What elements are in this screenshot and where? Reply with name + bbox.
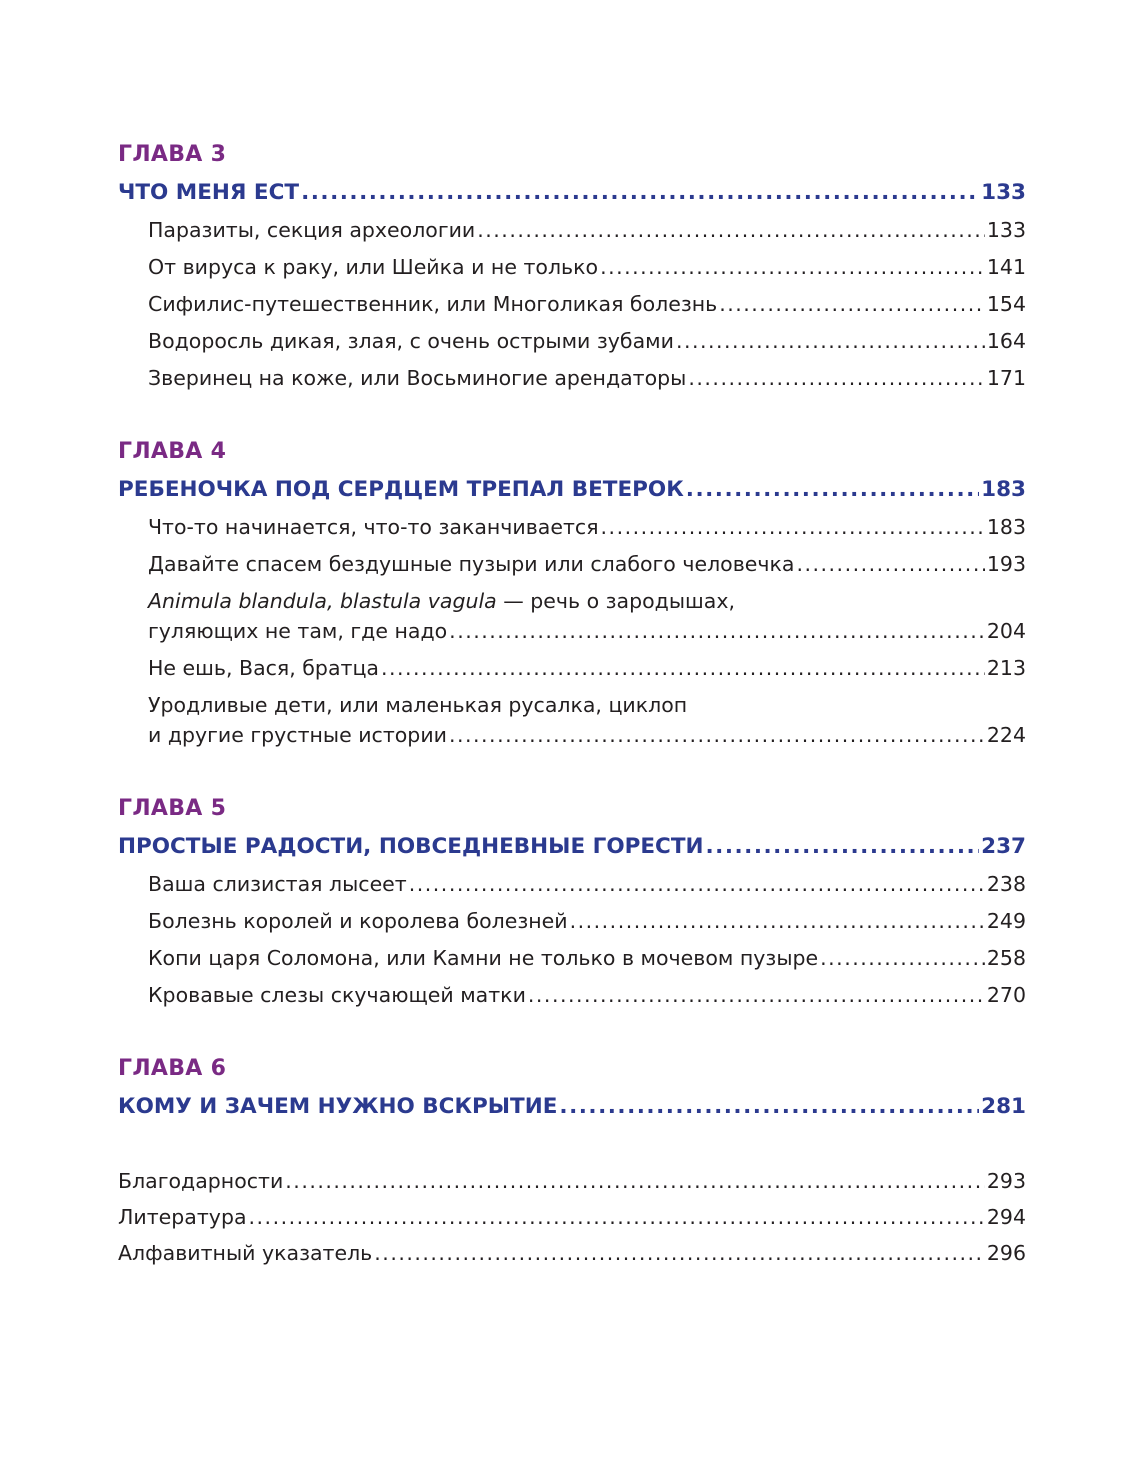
chapter-title-entry[interactable] [118, 178, 1026, 208]
section-title: Сифилис-путешественник, или Многоликая болезнь [148, 292, 718, 316]
toc-entry[interactable] [118, 906, 1026, 936]
section-title-line2-row [148, 720, 1026, 750]
chapter-3 [118, 140, 1026, 393]
chapter-label: ГЛАВА 5 [118, 796, 227, 821]
section-title: Ваша слизистая лысеет [148, 872, 407, 896]
chapter-4 [118, 437, 1026, 750]
section-title: Паразиты, секция археологии [148, 218, 476, 242]
dot-leader [601, 512, 985, 542]
toc-entry[interactable] [118, 252, 1026, 282]
chapter-title: РЕБЕНОЧКА ПОД СЕРДЦЕМ ТРЕПАЛ ВЕТЕРОК [118, 477, 684, 502]
page-number: 193 [986, 552, 1026, 576]
dot-leader [285, 1166, 985, 1196]
dot-leader [686, 475, 979, 505]
page-number: 294 [986, 1205, 1026, 1229]
dot-leader [374, 1238, 985, 1268]
dot-leader [705, 832, 979, 862]
section-title: Давайте спасем бездушные пузыри или слабого человечка [148, 552, 795, 576]
page-number: 183 [981, 477, 1026, 502]
chapter-label: ГЛАВА 3 [118, 142, 227, 167]
section-title-line2: гуляющих не там, где надо [148, 619, 448, 643]
dot-leader [449, 720, 985, 750]
toc-entry[interactable] [118, 1166, 1026, 1196]
back-matter-title: Благодарности [118, 1169, 284, 1193]
toc-entry[interactable] [118, 980, 1026, 1010]
page-number: 258 [986, 946, 1026, 970]
toc-entry[interactable] [118, 289, 1026, 319]
table-of-contents [118, 140, 1026, 1274]
toc-entry[interactable] [118, 653, 1026, 683]
section-title: От вируса к раку, или Шейка и не только [148, 255, 599, 279]
page-number: 183 [986, 515, 1026, 539]
back-matter [118, 1166, 1026, 1268]
back-matter-title: Литература [118, 1205, 247, 1229]
section-title: Не ешь, Вася, братца [148, 656, 379, 680]
section-title-line1 [148, 586, 1026, 616]
page-number: 224 [986, 723, 1026, 747]
toc-entry-multiline[interactable] [118, 586, 1026, 646]
toc-entry[interactable] [118, 512, 1026, 542]
dot-leader [381, 653, 985, 683]
dot-leader [409, 869, 985, 899]
page-number: 164 [986, 329, 1026, 353]
section-title: Что-то начинается, что-то заканчивается [148, 515, 599, 539]
page-number: 213 [986, 656, 1026, 680]
chapter-label: ГЛАВА 4 [118, 439, 227, 464]
toc-entry[interactable] [118, 1202, 1026, 1232]
dot-leader [600, 252, 985, 282]
dot-leader [688, 363, 984, 393]
toc-entry-multiline[interactable] [118, 690, 1026, 750]
page-number: 141 [986, 255, 1026, 279]
toc-entry[interactable] [118, 215, 1026, 245]
section-title-line2: и другие грустные истории [148, 723, 447, 747]
section-title-rest: — речь о зародышах, [496, 589, 736, 613]
section-title-line1: Уродливые дети, или маленькая русалка, циклоп [148, 693, 688, 717]
chapter-title: ЧТО МЕНЯ ЕСТ [118, 180, 300, 205]
chapter-5 [118, 794, 1026, 1010]
page-number: 238 [986, 872, 1026, 896]
page-number: 237 [981, 834, 1026, 859]
toc-entry[interactable] [118, 326, 1026, 356]
page-number: 296 [986, 1241, 1026, 1265]
chapter-label: ГЛАВА 6 [118, 1056, 227, 1081]
dot-leader [570, 906, 985, 936]
page-number: 249 [986, 909, 1026, 933]
toc-entry[interactable] [118, 1238, 1026, 1268]
italic-latin-title: Animula blandula, blastula vagula [148, 589, 497, 613]
dot-leader [820, 943, 985, 973]
page-number: 171 [986, 366, 1026, 390]
back-matter-title: Алфавитный указатель [118, 1241, 373, 1265]
section-title-line2-row [148, 616, 1026, 646]
chapter-title-entry[interactable] [118, 1092, 1026, 1122]
section-title: Болезнь королей и королева болезней [148, 909, 568, 933]
toc-entry[interactable] [118, 943, 1026, 973]
page-number: 154 [986, 292, 1026, 316]
dot-leader [477, 215, 985, 245]
chapter-title: КОМУ И ЗАЧЕМ НУЖНО ВСКРЫТИЕ [118, 1094, 558, 1119]
page-number: 133 [981, 180, 1026, 205]
chapter-title-entry[interactable] [118, 832, 1026, 862]
dot-leader [301, 178, 979, 208]
dot-leader [249, 1202, 985, 1232]
section-title: Зверинец на коже, или Восьминогие арендаторы [148, 366, 687, 390]
toc-entry[interactable] [118, 549, 1026, 579]
section-title: Копи царя Соломона, или Камни не только в мочевом пузыре [148, 946, 819, 970]
chapter-6 [118, 1054, 1026, 1122]
page-number: 293 [986, 1169, 1026, 1193]
dot-leader [528, 980, 985, 1010]
section-title: Кровавые слезы скучающей матки [148, 983, 526, 1007]
page-number: 270 [986, 983, 1026, 1007]
dot-leader [796, 549, 984, 579]
section-title: Водоросль дикая, злая, с очень острыми зубами [148, 329, 674, 353]
toc-entry[interactable] [118, 869, 1026, 899]
toc-entry[interactable] [118, 363, 1026, 393]
dot-leader [449, 616, 985, 646]
chapter-title: ПРОСТЫЕ РАДОСТИ, ПОВСЕДНЕВНЫЕ ГОРЕСТИ [118, 834, 704, 859]
page-number: 133 [986, 218, 1026, 242]
dot-leader [559, 1092, 979, 1122]
dot-leader [676, 326, 985, 356]
page-number: 281 [981, 1094, 1026, 1119]
dot-leader [719, 289, 985, 319]
page-number: 204 [986, 619, 1026, 643]
chapter-title-entry[interactable] [118, 475, 1026, 505]
